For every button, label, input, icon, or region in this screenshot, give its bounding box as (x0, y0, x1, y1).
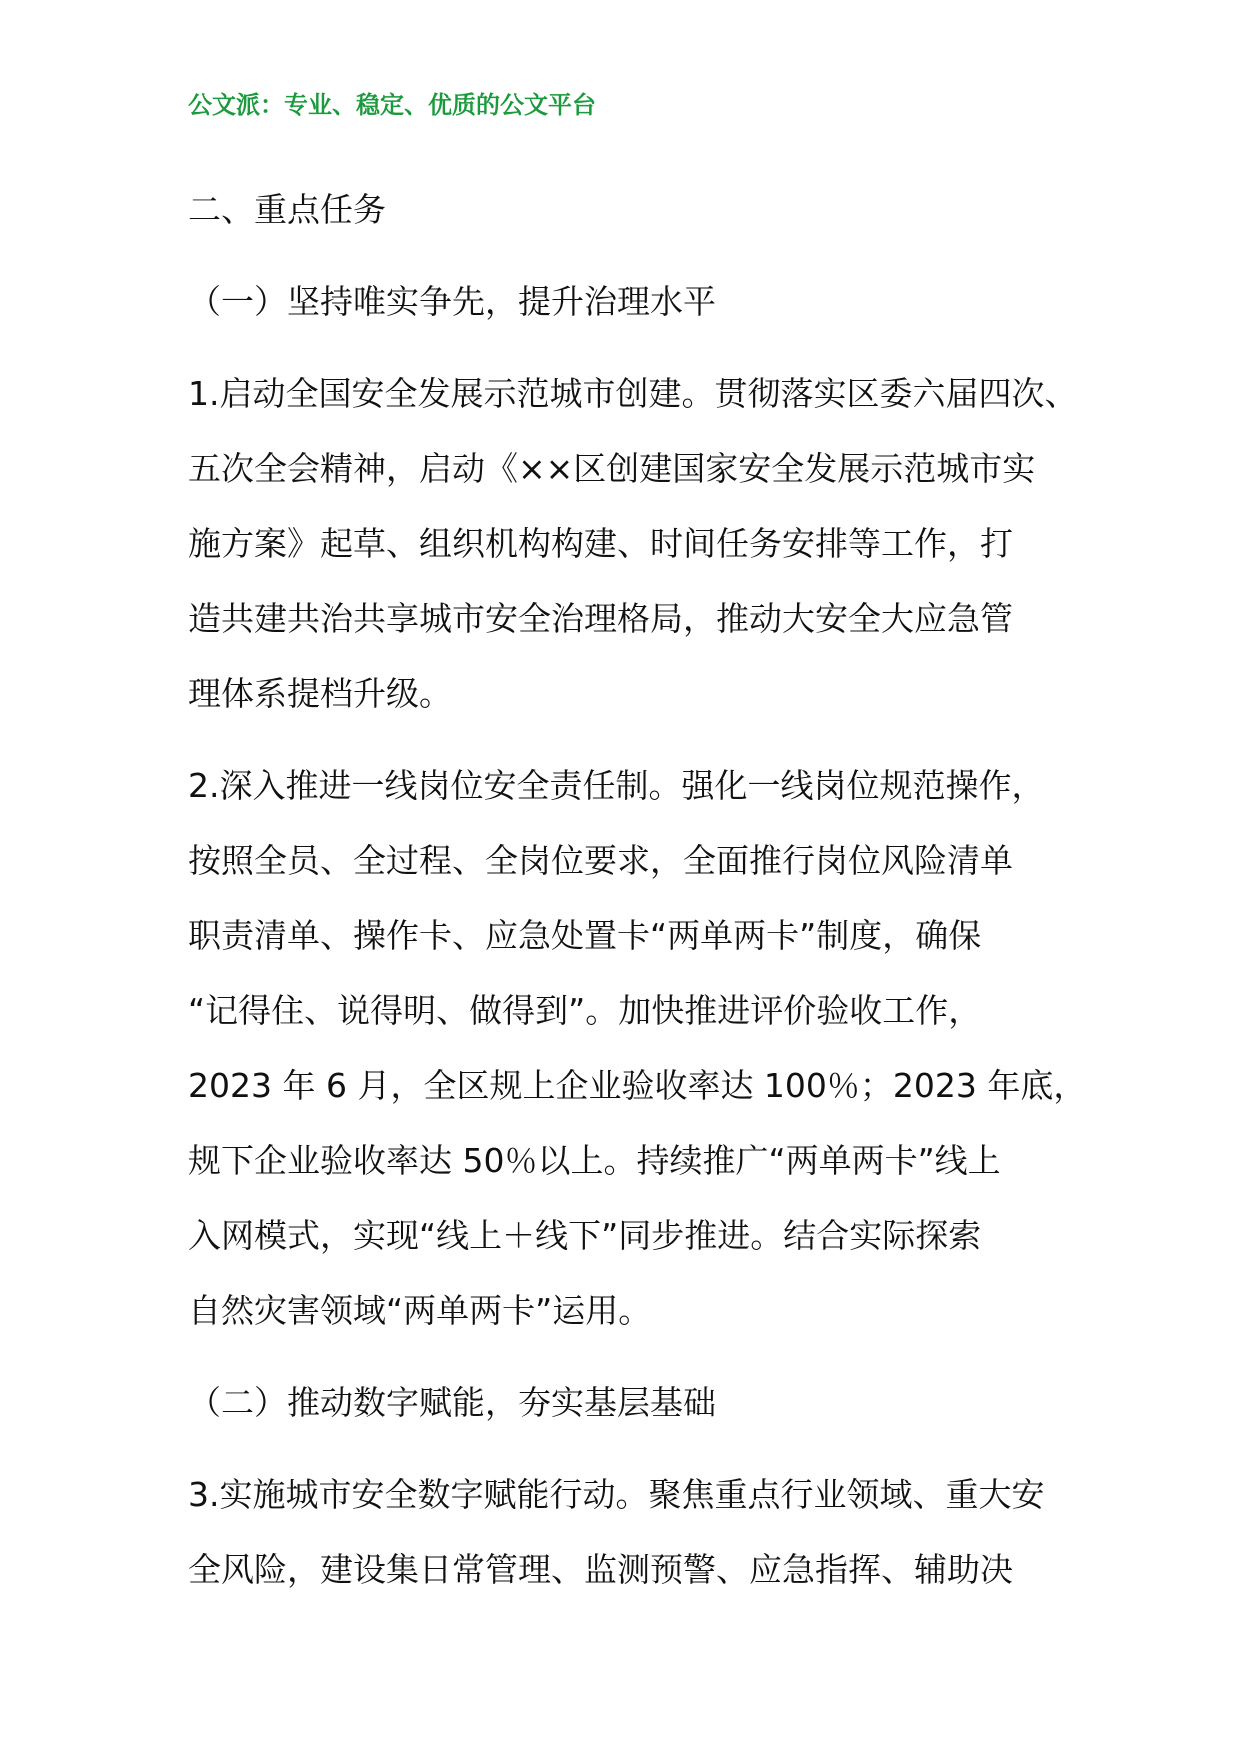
paragraph-line: 全风险，建设集日常管理、监测预警、应急指挥、辅助决 (188, 1550, 1013, 1589)
paragraph-line: 自然灾害领域“两单两卡”运用。 (188, 1291, 652, 1330)
document-body (188, 172, 1088, 1624)
heading-line: （一）坚持唯实争先，提升治理水平 (188, 282, 716, 321)
heading-line: （二）推动数字赋能，夯实基层基础 (188, 1383, 716, 1422)
paragraph-line: 职责清单、操作卡、应急处置卡“两单两卡”制度，确保 (188, 916, 982, 955)
paragraph-line: 五次全会精神，启动《××区创建国家安全发展示范城市实 (188, 449, 1036, 488)
paragraph-line: 1.启动全国安全发展示范城市创建。贯彻落实区委六届四次、 (188, 374, 1078, 413)
paragraph-item-1 (188, 356, 1088, 731)
paragraph-line: 理体系提档升级。 (188, 674, 452, 713)
paragraph-line: 按照全员、全过程、全岗位要求，全面推行岗位风险清单 (188, 841, 1013, 880)
paragraph-line: 入网模式，实现“线上＋线下”同步推进。结合实际探索 (188, 1216, 982, 1255)
paragraph-line: 2.深入推进一线岗位安全责任制。强化一线岗位规范操作， (188, 766, 1045, 805)
paragraph-line: 造共建共治共享城市安全治理格局，推动大安全大应急管 (188, 599, 1013, 638)
paragraph-line: 3.实施城市安全数字赋能行动。聚焦重点行业领域、重大安 (188, 1475, 1045, 1514)
paragraph-line: 2023 年 6 月，全区规上企业验收率达 100％；2023 年底， (188, 1066, 1087, 1105)
subsection-heading-1 (188, 264, 1088, 339)
paragraph-item-2 (188, 748, 1088, 1348)
paragraph-line: 规下企业验收率达 50％以上。持续推广“两单两卡”线上 (188, 1141, 1001, 1180)
section-heading (188, 172, 1088, 247)
paragraph-item-3 (188, 1457, 1088, 1607)
paragraph-line: “记得住、说得明、做得到”。加快推进评价验收工作， (188, 991, 982, 1030)
brand-header: 公文派：专业、稳定、优质的公文平台 (188, 91, 596, 119)
subsection-heading-2 (188, 1365, 1088, 1440)
heading-line: 二、重点任务 (188, 190, 386, 229)
paragraph-line: 施方案》起草、组织机构构建、时间任务安排等工作，打 (188, 524, 1013, 563)
